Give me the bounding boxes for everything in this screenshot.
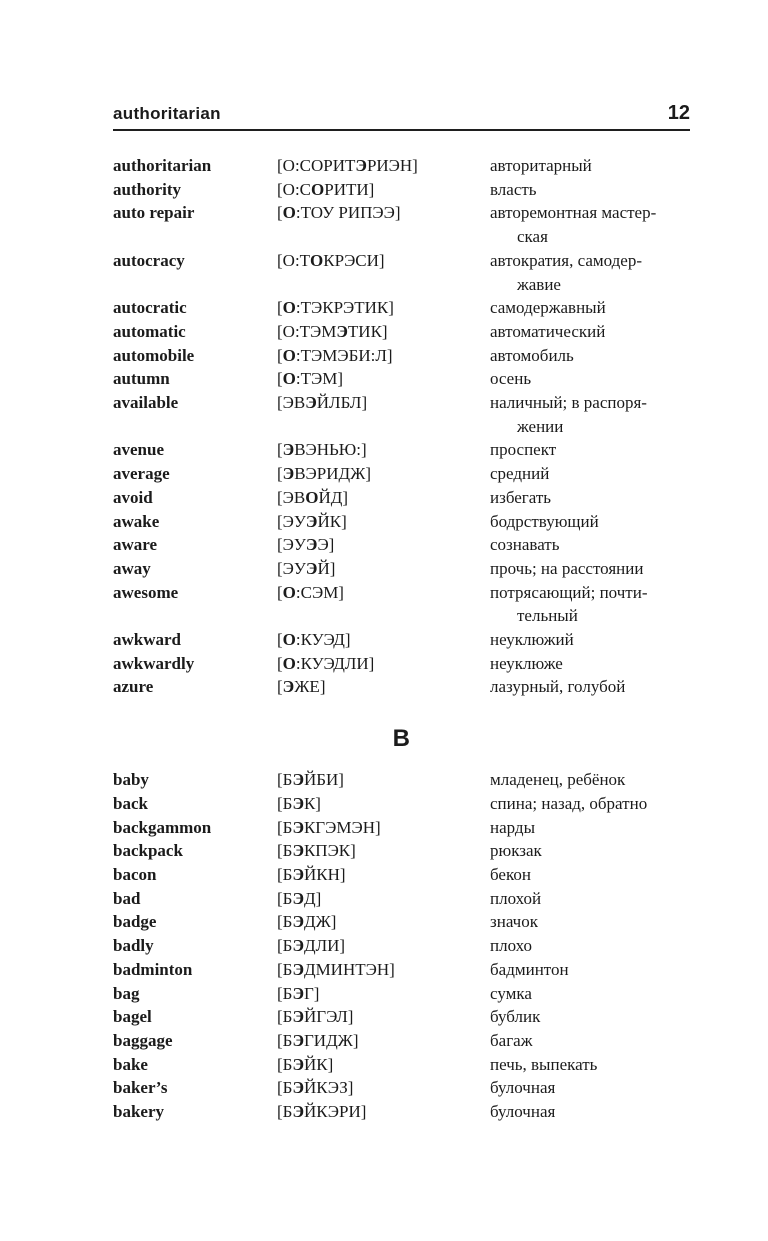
pron-pre: [ xyxy=(277,369,283,389)
entry-word: average xyxy=(113,464,170,484)
entry-translation xyxy=(490,1029,690,1053)
entry-word: azure xyxy=(113,677,154,697)
translation-line: бодрствующий xyxy=(490,511,599,531)
pron-pre: [ЭУ xyxy=(277,558,306,578)
pron-pre: [О:Т xyxy=(277,250,311,270)
entry-pronunciation xyxy=(277,839,490,863)
entry-word: automobile xyxy=(113,345,195,365)
pron-stressed-letter: О xyxy=(282,582,296,602)
entry-word: bad xyxy=(113,888,141,908)
entry-pronunciation xyxy=(277,910,490,934)
pron-pre: [Б xyxy=(277,841,293,861)
entry-word: baker’s xyxy=(113,1078,168,1098)
entry-translation xyxy=(490,652,690,676)
entry-translation xyxy=(490,533,690,557)
entry-pronunciation xyxy=(277,1005,490,1029)
translation-line: осень xyxy=(490,369,532,389)
translation-line: наличный; в распоря- xyxy=(490,393,647,413)
pron-post: ГИДЖ] xyxy=(303,1030,359,1050)
entry-word: awkwardly xyxy=(113,653,195,673)
pron-post: :ТЭМ] xyxy=(295,369,344,389)
translation-line: жавие xyxy=(517,274,561,294)
entry-row xyxy=(113,768,690,792)
translation-line: авторемонтная мастер- xyxy=(490,203,657,223)
entry-word: awake xyxy=(113,511,160,531)
translation-line: избегать xyxy=(490,487,552,507)
pron-post: :СЭМ] xyxy=(295,582,344,602)
entry-word: auto repair xyxy=(113,203,195,223)
pron-pre: [О:ТЭМ xyxy=(277,321,337,341)
entry-translation xyxy=(490,154,690,178)
entry-pronunciation xyxy=(277,391,490,415)
entry-row xyxy=(113,934,690,958)
pron-stressed-letter: О xyxy=(282,298,296,318)
entry-word: backpack xyxy=(113,841,183,861)
entry-row xyxy=(113,533,690,557)
entry-pronunciation xyxy=(277,510,490,534)
section-b-entries xyxy=(113,768,690,1124)
page-header xyxy=(113,103,690,124)
entry-row xyxy=(113,1053,690,1077)
entry-row xyxy=(113,1076,690,1100)
pron-pre: [Б xyxy=(277,793,293,813)
pron-post: ЙК] xyxy=(303,1054,334,1074)
entry-pronunciation xyxy=(277,581,490,605)
pron-pre: [Б xyxy=(277,983,293,1003)
entry-row xyxy=(113,249,690,296)
entry-translation xyxy=(490,510,690,534)
entry-pronunciation xyxy=(277,462,490,486)
entry-row xyxy=(113,486,690,510)
entry-word: autocratic xyxy=(113,298,187,318)
entry-row xyxy=(113,391,690,438)
pron-stressed-letter: Э xyxy=(292,1078,304,1098)
entry-translation xyxy=(490,367,690,391)
entry-translation xyxy=(490,863,690,887)
entry-row xyxy=(113,320,690,344)
pron-stressed-letter: О xyxy=(282,653,296,673)
pron-post: РИТИ] xyxy=(324,179,375,199)
entry-translation xyxy=(490,768,690,792)
entry-pronunciation xyxy=(277,320,490,344)
entry-word: avoid xyxy=(113,487,153,507)
entry-row xyxy=(113,438,690,462)
entry-translation xyxy=(490,910,690,934)
entry-translation xyxy=(490,201,690,248)
entry-row xyxy=(113,792,690,816)
pron-pre: [Б xyxy=(277,936,293,956)
pron-post: ЙБИ] xyxy=(303,770,344,790)
entry-pronunciation xyxy=(277,768,490,792)
entry-translation xyxy=(490,628,690,652)
translation-line: багаж xyxy=(490,1030,533,1050)
section-a-entries xyxy=(113,154,690,699)
pron-pre: [ЭУ xyxy=(277,511,306,531)
pron-pre: [ xyxy=(277,630,283,650)
pron-stressed-letter: Э xyxy=(292,1102,304,1122)
entry-word: autumn xyxy=(113,369,170,389)
translation-line: жении xyxy=(517,416,564,436)
entry-word: bakery xyxy=(113,1102,164,1122)
entry-word: authority xyxy=(113,179,181,199)
pron-post: Э] xyxy=(317,535,335,555)
entry-word: badly xyxy=(113,936,154,956)
translation-line: бублик xyxy=(490,1007,541,1027)
entry-word: baby xyxy=(113,770,149,790)
pron-post: Д] xyxy=(303,888,322,908)
entry-pronunciation xyxy=(277,958,490,982)
pron-stressed-letter: Э xyxy=(305,535,318,555)
entry-translation xyxy=(490,1053,690,1077)
translation-line: средний xyxy=(490,464,550,484)
pron-pre: [Б xyxy=(277,912,293,932)
pron-pre: [ЭУ xyxy=(277,535,306,555)
entry-translation xyxy=(490,581,690,628)
entry-translation xyxy=(490,178,690,202)
pron-post: :ТОУ РИПЭЭ] xyxy=(295,203,401,223)
entry-pronunciation xyxy=(277,201,490,225)
entry-translation xyxy=(490,934,690,958)
translation-line: тельный xyxy=(517,606,578,626)
pron-post: КПЭК] xyxy=(303,841,356,861)
pron-pre: [ xyxy=(277,677,283,697)
entry-pronunciation xyxy=(277,675,490,699)
entry-row xyxy=(113,839,690,863)
translation-line: сознавать xyxy=(490,535,560,555)
pron-post: :КУЭД] xyxy=(295,630,351,650)
pron-stressed-letter: О xyxy=(282,203,296,223)
pron-post: ВЭРИДЖ] xyxy=(294,464,371,484)
pron-stressed-letter: Э xyxy=(292,1030,304,1050)
pron-post: ВЭНЬЮ:] xyxy=(294,440,367,460)
pron-pre: [ xyxy=(277,440,283,460)
pron-post: :ТЭКРЭТИК] xyxy=(295,298,394,318)
entry-pronunciation xyxy=(277,438,490,462)
pron-post: КРЭСИ] xyxy=(323,250,385,270)
entry-pronunciation xyxy=(277,533,490,557)
entry-pronunciation xyxy=(277,296,490,320)
pron-stressed-letter: Э xyxy=(292,983,304,1003)
entry-word: available xyxy=(113,393,179,413)
pron-post: РИЭН] xyxy=(366,156,418,175)
entry-row xyxy=(113,462,690,486)
translation-line: лазурный, голубой xyxy=(490,677,626,697)
entry-pronunciation xyxy=(277,486,490,510)
translation-line: булочная xyxy=(490,1078,556,1098)
pron-pre: [ xyxy=(277,298,283,318)
entry-word: awkward xyxy=(113,630,182,650)
pron-pre: [ xyxy=(277,203,283,223)
entry-word: away xyxy=(113,558,151,578)
pron-post: :КУЭДЛИ] xyxy=(295,653,375,673)
pron-post: ДМИНТЭН] xyxy=(303,959,395,979)
translation-line: нарды xyxy=(490,817,535,837)
entry-row xyxy=(113,557,690,581)
pron-stressed-letter: О xyxy=(282,369,296,389)
pron-pre: [Б xyxy=(277,1054,293,1074)
entry-word: bacon xyxy=(113,864,157,884)
entry-word: baggage xyxy=(113,1030,173,1050)
translation-line: булочная xyxy=(490,1102,556,1122)
entry-translation xyxy=(490,675,690,699)
header-rule xyxy=(113,129,690,131)
entry-translation xyxy=(490,887,690,911)
entry-pronunciation xyxy=(277,887,490,911)
translation-line: неуклюже xyxy=(490,653,563,673)
entry-pronunciation xyxy=(277,628,490,652)
pron-post: ЙКН] xyxy=(303,864,346,884)
section-letter-heading: B xyxy=(392,725,411,753)
entry-translation xyxy=(490,438,690,462)
pron-stressed-letter: Э xyxy=(292,770,304,790)
translation-line: значок xyxy=(490,912,538,932)
entry-pronunciation xyxy=(277,982,490,1006)
entry-word: backgammon xyxy=(113,817,212,837)
translation-line: прочь; на расстоянии xyxy=(490,558,644,578)
entry-pronunciation xyxy=(277,154,490,178)
entry-row xyxy=(113,344,690,368)
translation-line: рюкзак xyxy=(490,841,542,861)
pron-post: ЙД] xyxy=(318,487,349,507)
entry-row xyxy=(113,154,690,178)
pron-stressed-letter: Э xyxy=(292,888,304,908)
pron-post: ДЖ] xyxy=(303,912,337,932)
entry-row xyxy=(113,910,690,934)
translation-line: плохо xyxy=(490,936,533,956)
entry-pronunciation xyxy=(277,1053,490,1077)
entry-pronunciation xyxy=(277,863,490,887)
pron-pre: [Б xyxy=(277,888,293,908)
translation-line: проспект xyxy=(490,440,557,460)
pron-post: Й] xyxy=(317,558,336,578)
entry-translation xyxy=(490,296,690,320)
pron-stressed-letter: Э xyxy=(282,464,295,484)
pron-post: К] xyxy=(303,793,321,813)
pron-post: ЖЕ] xyxy=(294,677,326,697)
entry-row xyxy=(113,982,690,1006)
entry-pronunciation xyxy=(277,652,490,676)
entry-row xyxy=(113,296,690,320)
pron-pre: [Б xyxy=(277,1078,293,1098)
entry-translation xyxy=(490,958,690,982)
pron-stressed-letter: О xyxy=(305,487,319,507)
pron-post: КГЭМЭН] xyxy=(303,817,381,837)
entry-translation xyxy=(490,344,690,368)
translation-line: автоматический xyxy=(490,321,606,341)
pron-pre: [Б xyxy=(277,864,293,884)
translation-line: потрясающий; почти- xyxy=(490,582,648,602)
entry-word: bake xyxy=(113,1054,148,1074)
pron-post: ЙКЭРИ] xyxy=(303,1102,367,1122)
entry-row xyxy=(113,201,690,248)
translation-line: власть xyxy=(490,179,537,199)
pron-stressed-letter: Э xyxy=(292,936,304,956)
pron-pre: [Б xyxy=(277,770,293,790)
pron-stressed-letter: Э xyxy=(292,1054,304,1074)
pron-pre: [ xyxy=(277,653,283,673)
entry-translation xyxy=(490,1076,690,1100)
pron-stressed-letter: Э xyxy=(292,912,304,932)
entry-word: automatic xyxy=(113,321,186,341)
pron-pre: [Б xyxy=(277,1007,293,1027)
pron-stressed-letter: Э xyxy=(305,558,318,578)
entry-row xyxy=(113,367,690,391)
entry-word: back xyxy=(113,793,148,813)
translation-line: ская xyxy=(517,227,548,247)
entry-pronunciation xyxy=(277,1100,490,1124)
pron-pre: [ЭВ xyxy=(277,393,306,413)
entry-pronunciation xyxy=(277,344,490,368)
pron-post: ЙГЭЛ] xyxy=(303,1007,354,1027)
pron-stressed-letter: О xyxy=(282,345,296,365)
pron-post: ЙК] xyxy=(317,511,347,531)
entry-row xyxy=(113,581,690,628)
entry-translation xyxy=(490,486,690,510)
pron-stressed-letter: Э xyxy=(292,817,304,837)
entry-translation xyxy=(490,320,690,344)
entry-pronunciation xyxy=(277,178,490,202)
pron-post: ЙКЭЗ] xyxy=(303,1078,354,1098)
pron-stressed-letter: О xyxy=(311,179,325,199)
entry-word: bagel xyxy=(113,1007,152,1027)
entry-pronunciation xyxy=(277,1029,490,1053)
pron-post: :ТЭМЭБИ:Л] xyxy=(295,345,393,365)
entry-row xyxy=(113,958,690,982)
entry-row xyxy=(113,1100,690,1124)
entry-pronunciation xyxy=(277,934,490,958)
entry-translation xyxy=(490,982,690,1006)
entry-word: awesome xyxy=(113,582,179,602)
pron-stressed-letter: Э xyxy=(305,511,318,531)
entry-word: bag xyxy=(113,983,140,1003)
pron-post: ДЛИ] xyxy=(303,936,346,956)
translation-line: плохой xyxy=(490,888,542,908)
entry-row xyxy=(113,628,690,652)
pron-stressed-letter: Э xyxy=(305,393,317,413)
entry-translation xyxy=(490,1100,690,1124)
pron-stressed-letter: Э xyxy=(292,841,304,861)
entry-row xyxy=(113,887,690,911)
pron-stressed-letter: Э xyxy=(292,959,304,979)
pron-pre: [О:С xyxy=(277,179,311,199)
entry-word: badge xyxy=(113,912,157,932)
entry-pronunciation xyxy=(277,816,490,840)
entry-row xyxy=(113,1029,690,1053)
entry-word: aware xyxy=(113,535,158,555)
pron-stressed-letter: Э xyxy=(282,677,295,697)
translation-line: спина; назад, обратно xyxy=(490,793,648,813)
pron-post: Г] xyxy=(303,983,320,1003)
translation-line: неуклюжий xyxy=(490,630,574,650)
entry-word: badminton xyxy=(113,959,193,979)
translation-line: младенец, ребёнок xyxy=(490,770,626,790)
entry-pronunciation xyxy=(277,249,490,273)
translation-line: печь, выпекать xyxy=(490,1054,598,1074)
entry-row xyxy=(113,675,690,699)
pron-pre: [ xyxy=(277,464,283,484)
pron-stressed-letter: Э xyxy=(282,440,295,460)
entry-row xyxy=(113,816,690,840)
entry-row xyxy=(113,652,690,676)
pron-stressed-letter: Э xyxy=(292,793,304,813)
pron-stressed-letter: О xyxy=(310,250,324,270)
entry-translation xyxy=(490,792,690,816)
entry-row xyxy=(113,1005,690,1029)
translation-line: самодержавный xyxy=(490,298,606,318)
entry-translation xyxy=(490,249,690,296)
entry-translation xyxy=(490,1005,690,1029)
pron-stressed-letter: О xyxy=(282,630,296,650)
pron-pre: [Б xyxy=(277,817,293,837)
pron-pre: [ xyxy=(277,582,283,602)
entry-row xyxy=(113,178,690,202)
entry-translation xyxy=(490,462,690,486)
translation-line: автократия, самодер- xyxy=(490,250,642,270)
entry-pronunciation xyxy=(277,1076,490,1100)
pron-pre: [ xyxy=(277,345,283,365)
entry-word: authoritarian xyxy=(113,156,212,175)
pron-pre: [О:СОРИТ xyxy=(277,156,356,175)
dictionary-content xyxy=(113,154,690,1124)
entry-pronunciation xyxy=(277,792,490,816)
entry-row xyxy=(113,863,690,887)
entry-translation xyxy=(490,391,690,438)
pron-pre: [Б xyxy=(277,959,293,979)
page-number: 12 xyxy=(667,102,690,124)
entry-pronunciation xyxy=(277,367,490,391)
pron-stressed-letter: Э xyxy=(292,1007,304,1027)
entry-translation xyxy=(490,816,690,840)
pron-post: ТИК] xyxy=(347,321,388,341)
pron-pre: [Б xyxy=(277,1030,293,1050)
running-head: authoritarian xyxy=(113,104,221,123)
entry-row xyxy=(113,510,690,534)
translation-line: автомобиль xyxy=(490,345,574,365)
translation-line: бекон xyxy=(490,864,531,884)
pron-pre: [Б xyxy=(277,1102,293,1122)
entry-translation xyxy=(490,839,690,863)
entry-word: avenue xyxy=(113,440,164,460)
translation-line: бадминтон xyxy=(490,959,569,979)
pron-stressed-letter: Э xyxy=(292,864,304,884)
pron-stressed-letter: Э xyxy=(336,321,348,341)
pron-stressed-letter: Э xyxy=(355,156,367,175)
translation-line: авторитарный xyxy=(490,156,592,175)
pron-pre: [ЭВ xyxy=(277,487,306,507)
entry-pronunciation xyxy=(277,557,490,581)
translation-line: сумка xyxy=(490,983,532,1003)
entry-translation xyxy=(490,557,690,581)
pron-post: ЙЛБЛ] xyxy=(316,393,368,413)
entry-word: autocracy xyxy=(113,250,185,270)
